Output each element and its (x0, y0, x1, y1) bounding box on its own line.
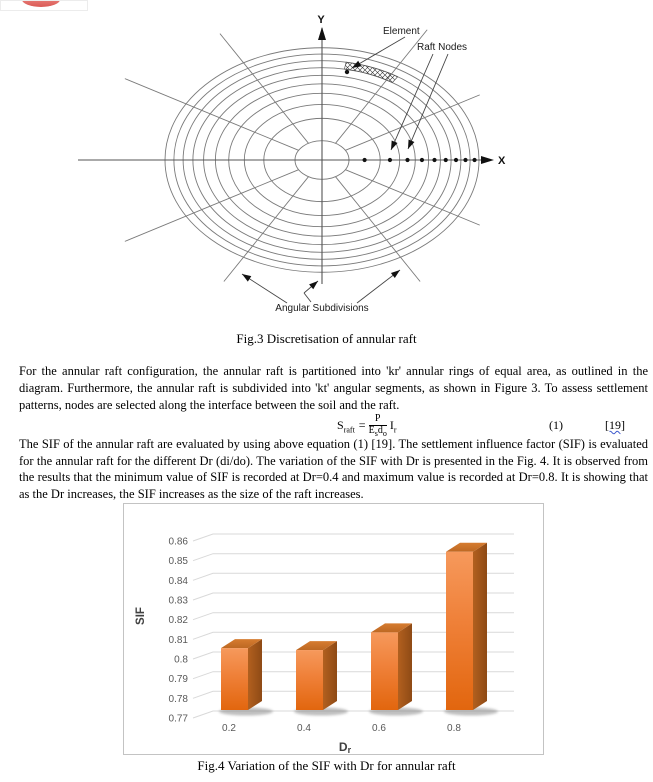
equation-reference: [19] (605, 418, 625, 432)
sif-bar-chart-frame (123, 503, 544, 755)
svg-text:0.4: 0.4 (297, 723, 311, 734)
svg-text:0.82: 0.82 (168, 615, 188, 627)
paragraph-sif-results: The SIF of the annular raft are evaluated by using above equation (1) [19]. The settlement influence factor (SIF) is evaluated for the annular raft for the different Dr (di/do). The variation of the SIF with Dr is presented in the Fig. 4. It is observed from the results that the minimum value of SIF is recorded at Dr=0.4 and maximum value is recorded at Dr=0.8. It is showing that as the Dr increases, the SIF increases as the size of the raft increases. (19, 437, 648, 501)
sif-bar-chart (124, 504, 543, 754)
svg-text:0.6: 0.6 (372, 723, 386, 734)
equation-number: (1) (549, 418, 563, 432)
settlement-equation (337, 414, 396, 438)
chart-ylabel: SIF (135, 607, 147, 625)
chart-plot-area (169, 534, 514, 734)
chart-xlabel: Dr (338, 740, 352, 754)
svg-text:0.2: 0.2 (222, 723, 236, 734)
angular-subdivisions-label: Angular Subdivisions (275, 303, 369, 314)
red-oval-icon (22, 0, 60, 7)
annular-raft-diagram (0, 10, 653, 332)
figure3-caption: Fig.3 Discretisation of annular raft (236, 331, 417, 346)
x-axis-label: X (498, 155, 506, 167)
y-axis-label: Y (317, 14, 325, 26)
eq-equals: = (358, 418, 366, 433)
svg-text:0.79: 0.79 (168, 674, 188, 686)
svg-text:0.8: 0.8 (447, 723, 461, 734)
eq-fraction: $\frac{P}{E_sd_o}$ (368, 413, 387, 438)
raft-nodes-label: Raft Nodes (417, 42, 468, 53)
eq-factor: $I_r$ (389, 417, 397, 435)
svg-text:0.77: 0.77 (168, 713, 188, 725)
svg-text:0.86: 0.86 (168, 536, 188, 548)
element-label: Element (383, 26, 420, 37)
figure4-caption: Fig.4 Variation of the SIF with Dr for annular raft (197, 758, 456, 773)
svg-text:0.84: 0.84 (168, 575, 188, 587)
svg-text:0.81: 0.81 (168, 634, 188, 646)
svg-text:0.85: 0.85 (168, 556, 188, 568)
svg-text:0.8: 0.8 (174, 654, 188, 666)
diagram-geometry (78, 27, 494, 303)
svg-text:0.83: 0.83 (168, 595, 188, 607)
paragraph-raft-discretisation: For the annular raft configuration, the annular raft is partitioned into 'kr' annular rings of equal area, as outlined in the diagram. Furthermore, the annular raft is subdivided into 'kt' angular segments, as shown in Figure 3. To assess settlement patterns, nodes are selected along the interface between the soil and the raft. (19, 364, 648, 412)
svg-text:0.78: 0.78 (168, 693, 188, 705)
eq-lhs: $S_{raft}$ (337, 417, 355, 435)
